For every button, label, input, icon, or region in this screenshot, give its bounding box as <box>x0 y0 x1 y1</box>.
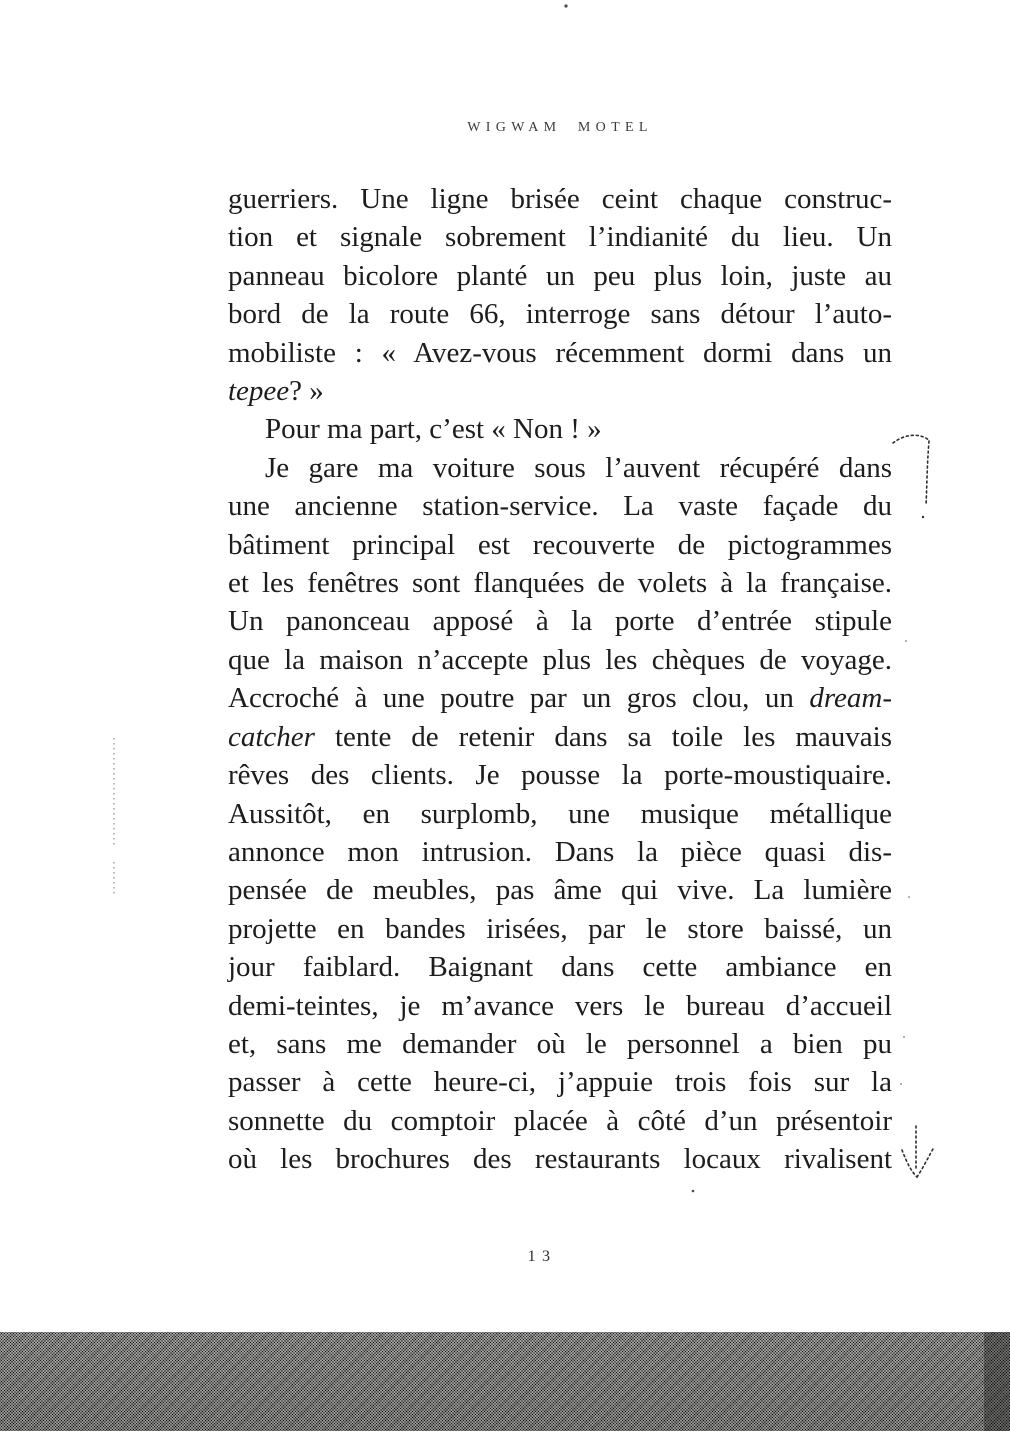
text-segment: guerriers. Une ligne brisée ceint chaque construc- <box>228 183 892 215</box>
text-segment: annonce mon intrusion. Dans la pièce quasi dis- <box>228 835 892 868</box>
text-segment: Un panonceau apposé à la porte d’entrée stipule <box>228 605 892 638</box>
text-segment: panneau bicolore planté un peu plus loin, juste au <box>228 259 892 292</box>
text-line <box>228 641 892 679</box>
text-segment: pensée de meubles, pas âme qui vive. La lumière <box>228 874 892 907</box>
text-line <box>228 218 892 256</box>
text-segment: Aussitôt, en surplomb, une musique métallique <box>228 797 892 830</box>
text-line <box>228 295 892 333</box>
text-line <box>228 526 892 564</box>
text-segment: demi-teintes, je m’avance vers le bureau d’accueil <box>228 989 892 1022</box>
text-line <box>228 1025 892 1063</box>
scanner-edge-band <box>0 1332 1010 1431</box>
text-segment: passer à cette heure-ci, j’appuie trois fois sur la <box>228 1066 892 1099</box>
page-number: 13 <box>527 1248 557 1265</box>
text-segment: Accroché à une poutre par un gros clou, un <box>228 682 810 715</box>
text-line <box>228 833 892 871</box>
text-line <box>228 487 892 525</box>
text-segment: que la maison n’accepte plus les chèques de voyage. <box>228 643 892 676</box>
text-line <box>228 257 892 295</box>
text-segment: jour faiblard. Baignant dans cette ambiance en <box>228 951 892 984</box>
pen-mark-down-arrow-icon <box>902 1126 934 1177</box>
text-line <box>228 372 892 410</box>
text-line <box>228 1140 892 1178</box>
text-segment: ? » <box>289 375 324 408</box>
text-segment: Pour ma part, c’est « Non ! » <box>265 413 602 446</box>
body-text <box>228 180 892 1179</box>
text-segment: Je gare ma voiture sous l’auvent récupéré dans <box>265 451 892 484</box>
text-line <box>228 334 892 372</box>
text-segment: sonnette du comptoir placée à côté d’un présentoir <box>228 1104 892 1137</box>
text-segment: mobiliste : « Avez-vous récemment dormi dans un <box>228 336 892 369</box>
text-line <box>228 602 892 640</box>
text-segment: où les brochures des restaurants locaux rivalisent <box>228 1143 892 1176</box>
text-segment: bâtiment principal est recouverte de pictogrammes <box>228 528 892 561</box>
text-segment: rêves des clients. Je pousse la porte-moustiquaire. <box>228 759 892 792</box>
text-line <box>228 948 892 986</box>
text-segment: et, sans me demander où le personnel a bien pu <box>228 1027 892 1060</box>
text-line <box>228 410 892 448</box>
text-line <box>228 180 892 218</box>
text-line <box>228 1102 892 1140</box>
text-line <box>228 679 892 717</box>
text-segment: tion et signale sobrement l’indianité du lieu. Un <box>228 221 892 254</box>
text-segment: bord de la route 66, interroge sans détour l’auto- <box>228 298 892 331</box>
scanner-band-dark-edge <box>984 1332 1010 1431</box>
text-segment: projette en bandes irisées, par le store baissé, un <box>228 912 892 945</box>
text-segment: une ancienne station-service. La vaste façade du <box>228 490 892 523</box>
text-line <box>228 1063 892 1101</box>
italic-text-segment: tepee <box>228 375 290 408</box>
text-line <box>228 718 892 756</box>
italic-text-segment: catcher <box>228 720 315 753</box>
italic-text-segment: dream- <box>809 682 892 715</box>
text-line <box>228 564 892 602</box>
running-head: WIGWAM MOTEL <box>467 120 653 135</box>
text-line <box>228 987 892 1025</box>
pen-mark-hook-icon <box>893 435 929 518</box>
text-line <box>228 449 892 487</box>
text-line <box>228 910 892 948</box>
text-line <box>228 795 892 833</box>
text-segment: et les fenêtres sont flanquées de volets à la française. <box>228 567 892 600</box>
text-line <box>228 756 892 794</box>
text-line <box>228 871 892 909</box>
text-segment: tente de retenir dans sa toile les mauvais <box>314 720 892 753</box>
